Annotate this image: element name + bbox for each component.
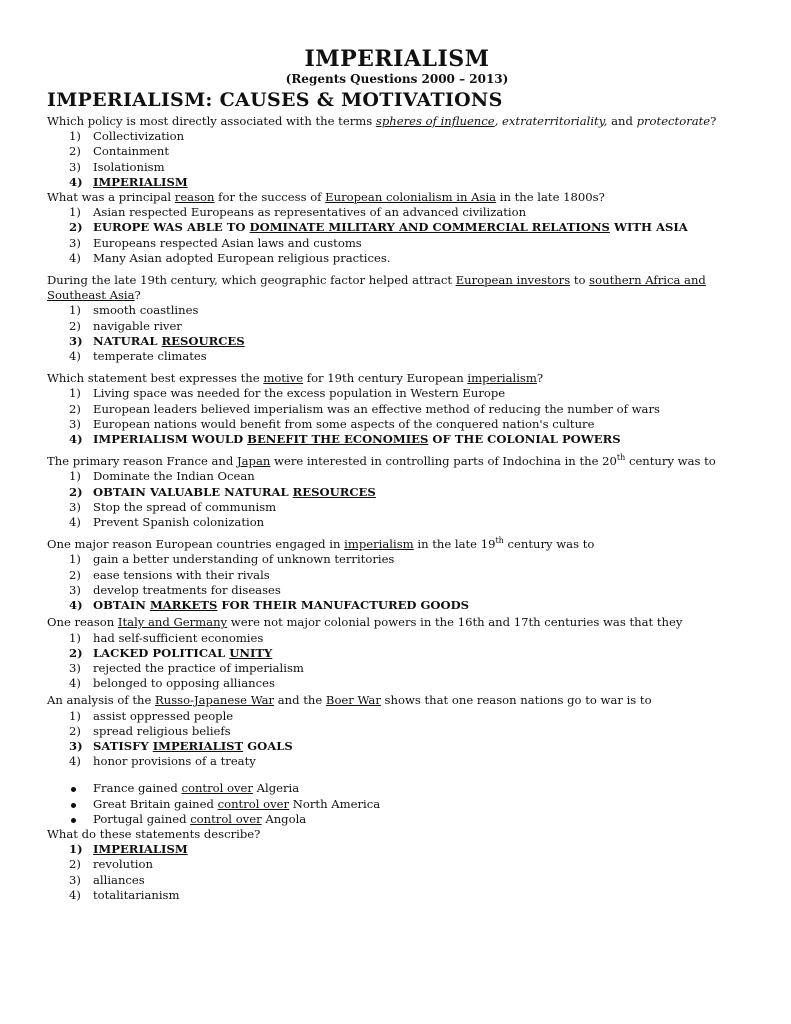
answer-option: 1) Dominate the Indian Ocean [69,469,255,484]
correct-answer-option: 3) NATURAL RESOURCES [69,333,245,348]
answer-option: 1) smooth coastlines [69,303,199,318]
answer-option: 3) European nations would benefit from some aspects of the conquered nation's culture [69,416,595,431]
question-text: An analysis of the Russo-Japanese War and the Boer War shows that one reason nations go to war is to [47,693,652,708]
answer-option: 2) Containment [69,144,170,159]
question-text: During the late 19th century, which geographic factor helped attract European investors to southern Africa and Southeast Asia? [47,273,706,303]
bullet-icon [71,803,76,808]
answer-option: 3) Isolationism [69,159,165,174]
question-6 [47,537,747,613]
answer-option: 1) assist oppressed people [69,708,234,723]
answer-option: 3) develop treatments for diseases [69,582,281,597]
correct-answer-option: 3) SATISFY IMPERIALIST GOALS [69,738,293,753]
answer-option: 2) spread religious beliefs [69,723,231,738]
answer-option: 3) alliances [69,872,145,887]
correct-answer-option: 2) EUROPE WAS ABLE TO DOMINATE MILITARY AND COMMERCIAL RELATIONS WITH ASIA [69,220,688,235]
question-text: The primary reason France and Japan were interested in controlling parts of Indochina in the 20th century was to [47,453,716,469]
answer-option: 4) honor provisions of a treaty [69,754,256,769]
question-text: Which policy is most directly associated with the terms spheres of influence, extraterritoriality, and protectorate? [47,114,717,128]
answer-option: 4) temperate climates [69,349,207,364]
correct-answer-option: 4) IMPERIALISM WOULD BENEFIT THE ECONOMIES OF THE COLONIAL POWERS [69,432,621,447]
question-7 [47,615,747,691]
correct-answer-option: 2) OBTAIN VALUABLE NATURAL RESOURCES [69,484,376,499]
correct-answer-option: 2) LACKED POLITICAL UNITY [69,645,273,660]
answer-option: 2) navigable river [69,318,182,333]
correct-answer-option: 4) IMPERIALISM [69,174,188,189]
question-text: One reason Italy and Germany were not major colonial powers in the 16th and 17th centuries was that they [47,615,683,630]
bullet-icon [71,787,76,792]
answer-option: 1) Collectivization [69,129,185,144]
answer-option: 4) Prevent Spanish colonization [69,515,265,530]
document-subtitle: (Regents Questions 2000 – 2013) [285,72,509,86]
answer-option: 4) Many Asian adopted European religious practices. [69,250,391,265]
question-4 [47,371,747,447]
correct-answer-option: 1) IMPERIALISM [69,842,188,857]
section-heading: IMPERIALISM: CAUSES & MOTIVATIONS [47,89,503,111]
answer-option: 3) rejected the practice of imperialism [69,660,304,675]
answer-option: 1) gain a better understanding of unknown territories [69,552,395,567]
document-title: IMPERIALISM [304,46,490,72]
question-text: Which statement best expresses the motive for 19th century European imperialism? [47,371,544,386]
correct-answer-option: 4) OBTAIN MARKETS FOR THEIR MANUFACTURED GOODS [69,598,470,613]
statement-item: Portugal gained control over Angola [47,812,747,827]
bullet-icon [71,818,76,823]
question-3 [47,273,747,364]
answer-option: 1) had self-sufficient economies [69,630,264,645]
answer-option: 4) totalitarianism [69,887,180,902]
question-9 [47,781,747,903]
question-text: What do these statements describe? [47,826,261,841]
answer-option: 3) Stop the spread of communism [69,499,277,514]
answer-option: 1) Living space was needed for the excess population in Western Europe [69,386,506,401]
answer-option: 2) revolution [69,857,153,872]
question-8 [47,693,747,769]
statement-item: Great Britain gained control over North America [47,797,747,812]
answer-option: 3) Europeans respected Asian laws and customs [69,235,362,250]
question-2 [47,190,747,266]
statement-item: France gained control over Algeria [47,781,747,796]
question-text: What was a principal reason for the success of European colonialism in Asia in the late 1800s? [47,190,605,205]
question-text: One major reason European countries engaged in imperialism in the late 19th century was to [47,536,595,552]
answer-option: 2) European leaders believed imperialism was an effective method of reducing the number of wars [69,401,660,416]
answer-option: 2) ease tensions with their rivals [69,567,270,582]
answer-option: 4) belonged to opposing alliances [69,676,275,691]
answer-option: 1) Asian respected Europeans as representatives of an advanced civilization [69,205,527,220]
statement-list [47,781,747,827]
document-page [47,46,747,903]
question-1 [47,114,747,190]
question-5 [47,454,747,530]
